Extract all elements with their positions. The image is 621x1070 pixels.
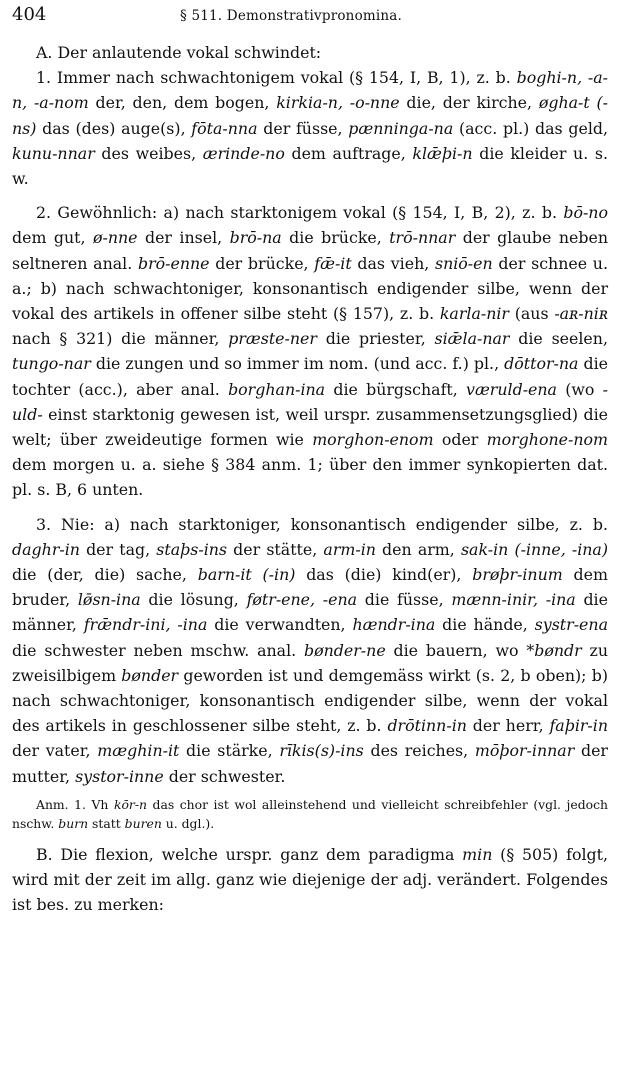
italic-form: dōttor-na [504,354,579,374]
paragraph-rule-3 [12,512,608,789]
italic-form: tungo-nar [12,354,91,374]
text-run: der herr, [466,716,550,736]
italic-form: brō-na [229,228,282,248]
italic-form: præste-ner [228,329,317,349]
italic-form: pænninga-na [348,118,454,138]
text-run: das chor ist wol alleinstehend und vielleicht schreibfehler (vgl. jedoch nschw. [12,796,609,831]
italic-form: sniō-en [434,253,493,273]
text-run: 3. Nie: a) nach starktoniger, konsonantisch endigender silbe, z. b. [36,514,608,534]
text-run: die zungen und so immer im nom. (und acc. f.) pl., [90,354,505,374]
text-run: die schwester neben mschw. anal. [12,640,304,660]
paragraph-rule-1 [12,65,608,191]
italic-form: bō-no [563,203,608,223]
text-run: (acc. pl.) das geld, [453,118,609,138]
text-run: dem auftrage, [284,143,413,163]
italic-form: systr-ena [534,615,608,635]
text-run: die hände, [435,615,535,635]
italic-form: morghone-nom [486,430,608,450]
text-run: statt [88,815,125,831]
text-run: das (die) kind(er), [295,565,473,585]
text-run: die bauern, wo [385,640,527,660]
text-run: dem gut, [12,228,93,248]
text-run: A. Der anlautende vokal schwindet: [36,43,322,62]
italic-form: bønder-ne [304,640,386,660]
text-run: den arm, [375,539,461,559]
italic-form: hændr-ina [352,615,436,635]
italic-form: staþs-ins [156,539,228,559]
text-run: die verwandten, [207,615,353,635]
text-run: der schnee u. a.; b) nach schwachtoniger, konsonantisch endigender silbe, wenn der vokal des artikels in offener silbe steht (§ 157), z. b. [12,253,608,324]
italic-form: fǣ-it [314,253,352,273]
italic-form: -uld- [12,379,608,424]
text-run: die (der, die) sache, [12,565,198,585]
italic-form: faþir-in [549,716,608,736]
text-run: einst starktonig gewesen ist, weil urspr. zusammensetzungsglied) die welt; über zweideutige formen wie [12,404,608,450]
italic-form: føtr-ene, -ena [246,590,358,610]
italic-form: arm-in [323,539,376,559]
text-run: die seelen, [509,329,608,349]
text-run: die füsse, [357,590,452,610]
italic-form: mōþor-innar [474,741,575,761]
text-run: 1. Immer nach schwachtonigem vokal (§ 154, I, B, 1), z. b. [36,68,517,88]
text-run: der schwester. [163,766,286,786]
text-run: dem bruder, [12,565,608,610]
italic-form: kirkia-n, -o-nne [276,93,400,113]
text-run: der glaube neben seltneren anal. [12,228,608,273]
italic-form: frǣndr-ini, -ina [83,615,208,635]
italic-form: karla-nir [439,304,509,324]
italic-form: sak-in (-inne, -ina) [460,539,609,559]
text-run: u. dgl.). [161,815,215,831]
page-body [12,40,608,918]
paragraph-section-b [12,842,608,918]
text-run: B. Die flexion, welche urspr. ganz dem paradigma [36,844,463,864]
italic-form: min [462,844,493,864]
text-run: der füsse, [257,118,349,138]
italic-form: mæghin-it [97,741,180,761]
text-run: das (des) auge(s), [36,118,192,138]
text-run: die priester, [316,329,435,349]
text-run: geworden ist und demgemäss wirkt (s. 2, b oben); b) nach schwachtoniger, konsonantisch endigender silbe, wenn der vokal des artikels in geschlossener silbe steht, z. b. [12,665,608,736]
text-run: die bürgschaft, [325,379,467,399]
text-run: Anm. 1. Vh [36,796,114,812]
italic-form: trō-nnar [389,228,456,248]
italic-form: burn [58,815,89,831]
text-run: die lösung, [140,590,247,610]
text-run: oder [433,430,487,450]
text-run: die tochter (acc.), aber anal. [12,354,608,399]
text-run: (aus [508,304,555,324]
text-run: dem morgen u. a. siehe § 384 anm. 1; über den immer synkopierten dat. pl. s. B, 6 unten. [12,455,608,500]
italic-form: borghan-ina [228,379,326,399]
text-run: der mutter, [12,741,608,786]
italic-form: rīkis(s)-ins [279,741,364,761]
italic-form: væruld-ena [466,379,557,399]
text-run: der brücke, [209,253,315,273]
italic-form: daghr-in [12,539,80,559]
text-run: der, den, dem bogen, [88,93,277,113]
text-run: der stätte, [227,539,324,559]
footnote-anm-1 [12,795,608,833]
running-title: § 511. Demonstrativpronomina. [180,8,403,24]
text-run: (§ 505) folgt, wird mit der zeit im allg. ganz wie diejenige der adj. verändert. Folgendes ist bes. zu merken: [12,844,608,915]
italic-form: lø̄sn-ina [77,590,141,610]
text-run: die, der kirche, [399,93,539,113]
italic-form: brøþr-inum [472,565,563,585]
italic-form: buren [124,815,162,831]
italic-form: kōr-n [113,796,147,812]
italic-form: systor-inne [75,766,164,786]
text-run: der tag, [79,539,157,559]
italic-form: kunu-nnar [12,143,95,163]
text-run: zu zweisilbigem [12,640,608,685]
italic-form: -aʀ-niʀ [554,304,609,324]
page-number: 404 [12,4,47,25]
italic-form: drōtinn-in [387,716,467,736]
italic-form: ø-nne [92,228,138,248]
italic-form: ærinde-no [202,143,285,163]
text-run: die stärke, [179,741,280,761]
italic-form: brō-enne [137,253,210,273]
italic-form: bønder [121,665,179,685]
text-run: die brücke, [281,228,390,248]
text-run: die kleider u. s. w. [12,143,608,189]
text-run: (wo [556,379,603,399]
italic-form: øgha-t (-ns) [12,93,608,138]
page-header [12,4,609,28]
text-run: des weibes, [94,143,203,163]
italic-form: boghi-n, -a-n, -a-nom [12,68,609,113]
text-run: des reiches, [363,741,475,761]
text-run: 2. Gewöhnlich: a) nach starktonigem vokal (§ 154, I, B, 2), z. b. [36,203,564,223]
text-run: der vater, [12,741,98,761]
italic-form: mænn-inir, -ina [451,590,576,610]
paragraph-rule-2 [12,200,608,502]
italic-form: barn-it (-in) [197,565,296,585]
italic-form: *bøndr [526,640,582,660]
italic-form: klǣþi-n [412,143,473,163]
italic-form: siǣla-nar [434,329,510,349]
text-run: die männer, [12,590,608,635]
italic-form: fōta-nna [191,118,258,138]
text-run: der insel, [137,228,230,248]
section-heading-a [12,40,608,65]
italic-form: morghon-enom [312,430,434,450]
text-run: das vieh, [351,253,435,273]
text-run: nach § 321) die männer, [12,329,229,349]
